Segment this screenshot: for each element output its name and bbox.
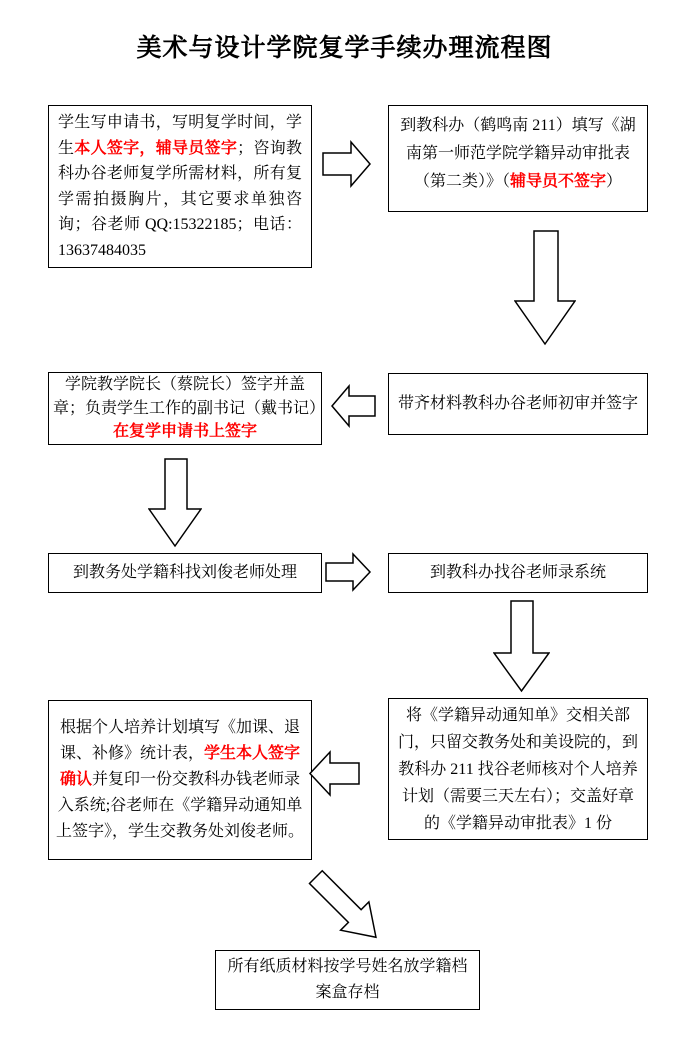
step-course-plan-text: 根据个人培养计划填写《加课、退课、补修》统计表，学生本人签字确认并复印一份交教科办钱老师录入系统;谷老师在《学籍异动通知单上签字》，学生交教务处刘俊老师。	[55, 719, 304, 840]
step-course-plan-box	[48, 700, 312, 860]
step-submit-notice-text: 将《学籍异动通知单》交相关部门，只留交教务处和美设院的，到教科办 211 找谷老师核对个人培养计划（需要三天左右）；交盖好章的《学籍异动审批表》1 份	[397, 706, 638, 832]
step-fill-approval-form-box	[388, 105, 648, 212]
step-archive-box	[215, 950, 480, 1010]
step-write-application-box	[48, 105, 312, 268]
arrow-left-icon	[330, 384, 376, 428]
step-system-entry-text: 到教科办找谷老师录系统	[429, 564, 606, 581]
step-fill-approval-form-text: 到教科办（鹤鸣南 211）填写《湖南第一师范学院学籍异动审批表（第二类）》（辅导员不签字）	[400, 117, 636, 190]
arrow-left-icon	[308, 750, 360, 797]
step-write-application-text: 学生写申请书，写明复学时间，学生本人签字，辅导员签字；咨询教科办谷老师复学所需材料，所有复学需拍摄胸片，其它要求单独咨询；谷老师 QQ:15322185；电话： 13637484035	[58, 114, 302, 259]
step-registry-office-text: 到教务处学籍科找刘俊老师处理	[72, 564, 297, 581]
page-title: 美术与设计学院复学手续办理流程图	[136, 35, 553, 62]
step-registry-office-box	[48, 553, 322, 593]
step-initial-review-box	[388, 373, 648, 435]
step-submit-notice-box	[388, 698, 648, 840]
step-dean-signature-box	[48, 372, 326, 445]
step-dean-signature-text: 学院教学院长（蔡院长）签字并盖章；负责学生工作的副书记（戴书记）在复学申请书上签字	[53, 376, 326, 441]
step-archive-text: 所有纸质材料按学号姓名放学籍档案盒存档	[227, 958, 468, 1001]
arrow-down-icon	[493, 600, 550, 693]
arrow-right-icon	[325, 552, 372, 592]
step-initial-review-text: 带齐材料教科办谷老师初审并签字	[397, 395, 638, 412]
arrow-down-right-icon	[300, 858, 395, 948]
arrow-down-icon	[514, 230, 576, 346]
arrow-down-icon	[148, 458, 202, 548]
arrow-right-icon	[322, 140, 372, 188]
step-system-entry-box	[388, 553, 648, 593]
